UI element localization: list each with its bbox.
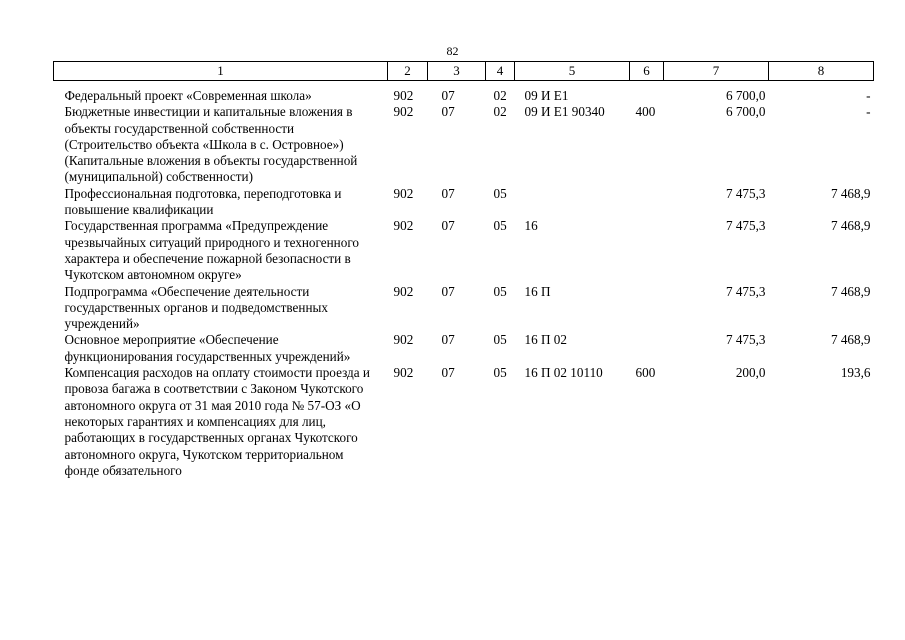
header-col-4: 4 bbox=[486, 62, 515, 81]
row-subsection: 05 bbox=[493, 332, 507, 348]
row-expense-type bbox=[630, 81, 664, 105]
row-subsection: 02 bbox=[493, 104, 507, 120]
row-name: Подпрограмма «Обеспечение деятельности государственных органов и подведомственных учреждений» bbox=[64, 283, 328, 332]
row-amount-1: 7 475,3 bbox=[725, 218, 766, 234]
row-target-code: 16 П bbox=[524, 283, 551, 299]
row-amount-2: 7 468,9 bbox=[830, 218, 871, 234]
row-name: Профессиональная подготовка, переподготовка и повышение квалификации bbox=[64, 185, 342, 218]
header-col-1: 1 bbox=[54, 62, 388, 81]
row-amount-2: - bbox=[866, 88, 871, 103]
header-col-2: 2 bbox=[388, 62, 428, 81]
row-target-code: 16 П 02 bbox=[524, 332, 567, 348]
row-amount-1: 6 700,0 bbox=[725, 88, 766, 103]
row-target-code bbox=[515, 186, 630, 219]
row-name: Компенсация расходов на оплату стоимости проезда и провоза багажа в соответствии с Законом Чукотского автономного округа от 31 мая 2010 года № 57-ОЗ «О некоторых гарантиях и компенсациях для лиц, работающих в государственных органах Чукотского автономного округа, Чукотском территориальном фонде обязательного bbox=[64, 365, 370, 478]
row-subsection: 05 bbox=[493, 365, 507, 381]
table-row bbox=[54, 104, 874, 185]
header-col-7: 7 bbox=[664, 62, 769, 81]
row-grbs: 902 bbox=[393, 185, 414, 201]
row-amount-1: 7 475,3 bbox=[725, 332, 766, 348]
row-expense-type: 400 bbox=[635, 104, 656, 120]
row-amount-2: 7 468,9 bbox=[830, 283, 871, 299]
row-subsection: 02 bbox=[493, 88, 507, 103]
budget-table bbox=[53, 61, 874, 479]
row-section: 07 bbox=[441, 104, 455, 120]
row-expense-type: 600 bbox=[635, 365, 656, 381]
table-row bbox=[54, 332, 874, 365]
table-row bbox=[54, 365, 874, 479]
row-name: Государственная программа «Предупреждение чрезвычайных ситуаций природного и техногенного характера и обеспечение пожарной безопасности в Чукотском автономном округе» bbox=[64, 218, 359, 283]
table-row bbox=[54, 218, 874, 283]
row-grbs: 902 bbox=[393, 88, 414, 103]
row-subsection: 05 bbox=[493, 185, 507, 201]
row-grbs: 902 bbox=[393, 104, 414, 120]
row-expense-type bbox=[630, 332, 664, 365]
row-name: Основное мероприятие «Обеспечение функционирования государственных учреждений» bbox=[64, 332, 351, 364]
row-target-code: 09 И Е1 90340 bbox=[524, 104, 605, 120]
row-grbs: 902 bbox=[393, 332, 414, 348]
row-amount-1: 7 475,3 bbox=[725, 185, 766, 201]
row-target-code: 16 bbox=[524, 218, 538, 234]
row-target-code: 16 П 02 10110 bbox=[524, 365, 603, 381]
header-col-5: 5 bbox=[515, 62, 630, 81]
row-subsection: 05 bbox=[493, 218, 507, 234]
row-subsection: 05 bbox=[493, 283, 507, 299]
page-number: 82 bbox=[446, 44, 459, 58]
row-expense-type bbox=[630, 284, 664, 333]
row-amount-1: 7 475,3 bbox=[725, 283, 766, 299]
row-amount-2: 7 468,9 bbox=[830, 185, 871, 201]
row-amount-2: - bbox=[866, 104, 871, 120]
header-row bbox=[54, 62, 874, 81]
row-amount-2: 7 468,9 bbox=[830, 332, 871, 348]
row-expense-type bbox=[630, 186, 664, 219]
row-amount-1: 200,0 bbox=[735, 365, 766, 381]
header-col-8: 8 bbox=[769, 62, 874, 81]
table-row bbox=[54, 284, 874, 333]
row-section: 07 bbox=[441, 218, 455, 234]
table-row bbox=[54, 186, 874, 219]
row-grbs: 902 bbox=[393, 218, 414, 234]
row-expense-type bbox=[630, 218, 664, 283]
header-col-6: 6 bbox=[630, 62, 664, 81]
row-name: Федеральный проект «Современная школа» bbox=[64, 88, 312, 103]
row-name: Бюджетные инвестиции и капитальные вложения в объекты государственной собственности (Строительство объекта «Школа в с. Островное») (Капитальные вложения в объекты государственной (муниципальной) собственности) bbox=[64, 104, 358, 185]
row-amount-2: 193,6 bbox=[840, 365, 871, 381]
table-row bbox=[54, 81, 874, 105]
header-col-3: 3 bbox=[428, 62, 486, 81]
row-section: 07 bbox=[441, 332, 455, 348]
row-section: 07 bbox=[441, 185, 455, 201]
row-section: 07 bbox=[441, 88, 455, 103]
row-grbs: 902 bbox=[393, 365, 414, 381]
row-amount-1: 6 700,0 bbox=[725, 104, 766, 120]
row-section: 07 bbox=[441, 283, 455, 299]
row-target-code: 09 И Е1 bbox=[524, 88, 569, 103]
row-grbs: 902 bbox=[393, 283, 414, 299]
row-section: 07 bbox=[441, 365, 455, 381]
